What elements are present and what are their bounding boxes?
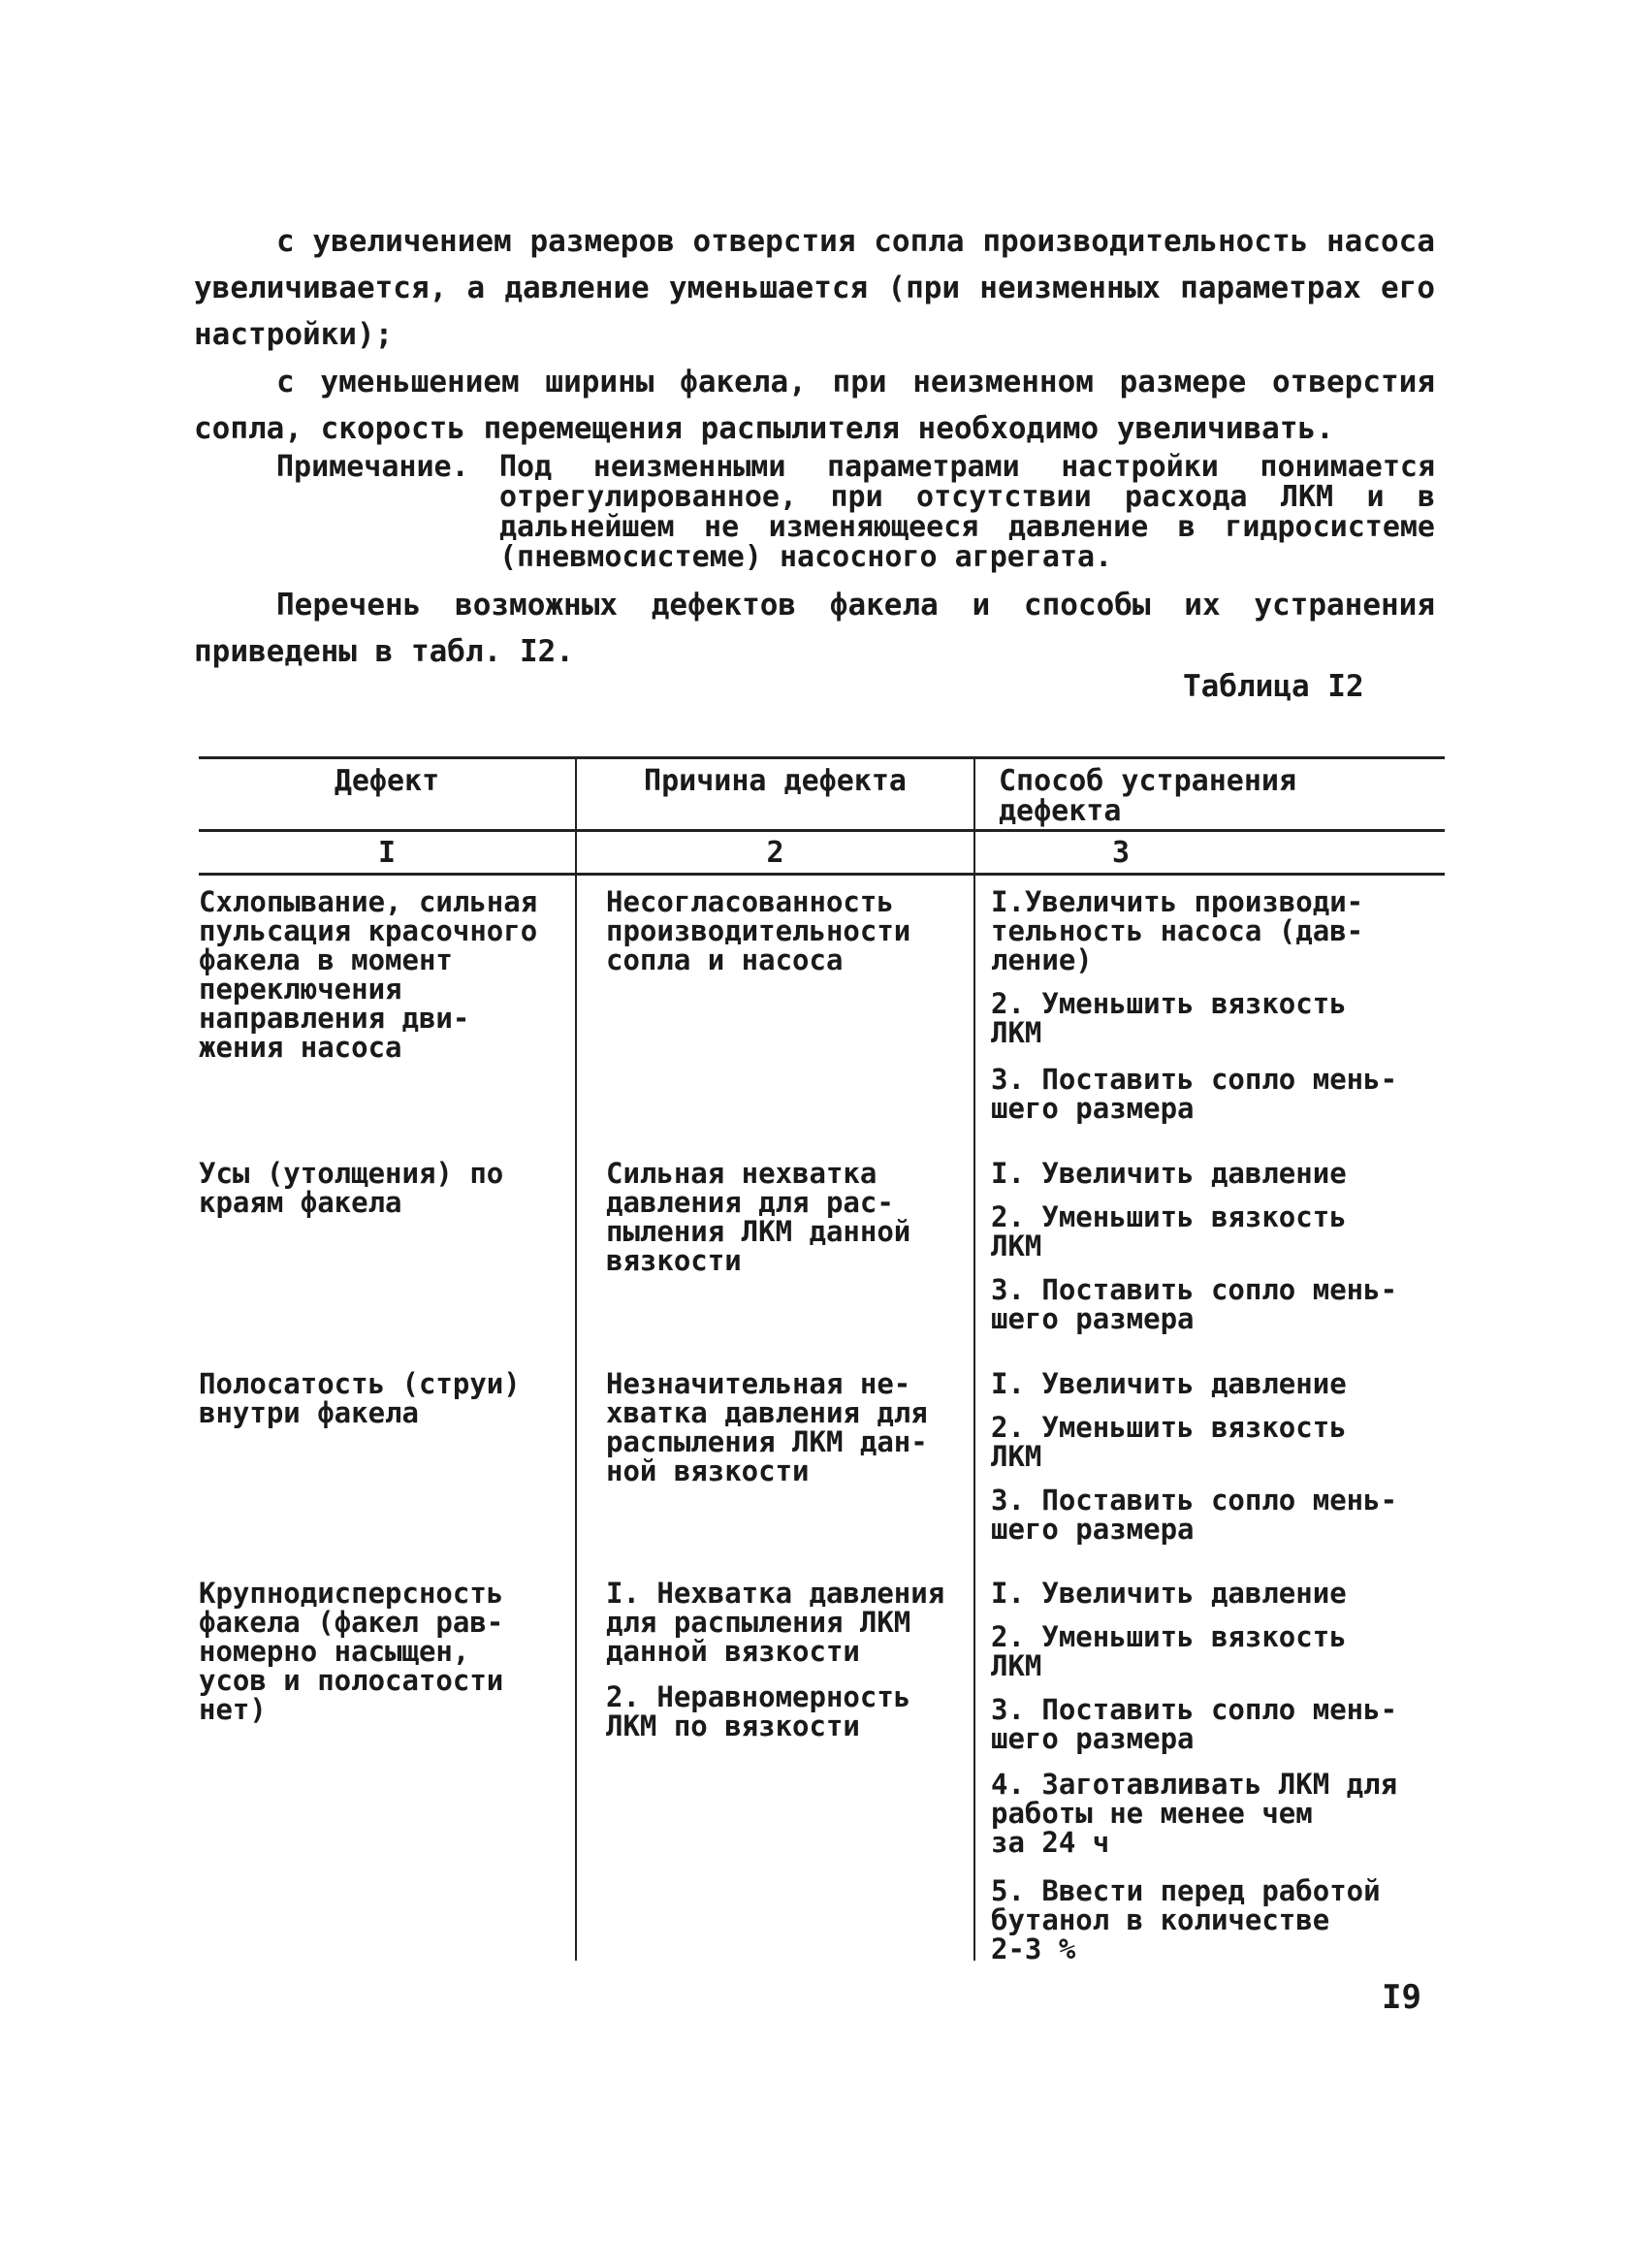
row2-remedy-2: 2. Уменьшить вязкость ЛКМ — [991, 1200, 1347, 1262]
row4-remedy-2: 2. Уменьшить вязкость ЛКМ — [991, 1620, 1347, 1682]
col-number-2: 2 — [766, 836, 784, 870]
row1-defect: Схлопывание, сильная пульсация красочного факела в момент переключения направления дви- жения насоса — [199, 885, 538, 1064]
paragraph-fan-width: с уменьшением ширины факела, при неизменном размере отверстия сопла, скорость перемещения распылителя необходимо увеличивать. — [194, 365, 1435, 446]
row3-cause: Незначительная не- хватка давления для распыления ЛКМ дан- ной вязкости — [606, 1367, 928, 1487]
row2-remedy-1: I. Увеличить давление — [991, 1157, 1347, 1190]
row1-cause: Несогласованность производительности сопла и насоса — [606, 885, 911, 976]
row4-remedy-5: 5. Ввести перед работой бутанол в количестве 2-3 % — [991, 1874, 1381, 1965]
row2-defect: Усы (утолщения) по краям факела — [199, 1157, 504, 1219]
row4-cause-1: I. Нехватка давления для распыления ЛКМ данной вязкости — [606, 1577, 945, 1668]
row4-cause-2: 2. Неравномерность ЛКМ по вязкости — [606, 1680, 911, 1742]
page-number: I9 — [1382, 1978, 1421, 2017]
note-text: Под неизменными параметрами настройки понимается отрегулированное, при отсутствии расхода ЛКМ и в дальнейшем не изменяющееся давление в гидросистеме (пневмосистеме) насосного агрегата. — [499, 450, 1435, 574]
note-label: Примечание. — [276, 450, 469, 484]
row4-defect: Крупнодисперсность факела (факел рав- номерно насыщен, усов и полосатости нет) — [199, 1577, 504, 1726]
row1-remedy-3: 3. Поставить сопло мень- шего размера — [991, 1063, 1398, 1125]
row3-defect: Полосатость (струи) внутри факела — [199, 1367, 521, 1429]
row1-remedy-2: 2. Уменьшить вязкость ЛКМ — [991, 987, 1347, 1049]
table-col-divider-1 — [575, 756, 577, 1961]
row4-remedy-1: I. Увеличить давление — [991, 1577, 1347, 1610]
table-numbers-rule — [199, 873, 1445, 876]
row1-remedy-1: I.Увеличить производи- тельность насоса (дав- ление) — [991, 885, 1364, 976]
row2-cause: Сильная нехватка давления для рас- пыления ЛКМ данной вязкости — [606, 1157, 911, 1277]
table-header-rule — [199, 829, 1445, 832]
row3-remedy-2: 2. Уменьшить вязкость ЛКМ — [991, 1411, 1347, 1473]
col-number-1: I — [377, 836, 397, 870]
paragraph-nozzle-size: с увеличением размеров отверстия сопла производительность насоса увеличивается, а давление уменьшается (при неизменных параметрах его настройки); — [194, 224, 1435, 352]
table-caption: Таблица I2 — [1183, 669, 1364, 704]
header-remedy: Способ устранения дефекта — [999, 764, 1297, 828]
row4-remedy-4: 4. Заготавливать ЛКМ для работы не менее чем за 24 ч — [991, 1768, 1398, 1859]
row3-remedy-1: I. Увеличить давление — [991, 1367, 1347, 1400]
header-cause: Причина дефекта — [644, 764, 907, 798]
row4-remedy-3: 3. Поставить сопло мень- шего размера — [991, 1693, 1398, 1755]
paragraph-table-intro: Перечень возможных дефектов факела и способы их устранения приведены в табл. I2. — [194, 588, 1435, 669]
table-col-divider-2 — [973, 756, 975, 1961]
row2-remedy-3: 3. Поставить сопло мень- шего размера — [991, 1273, 1398, 1335]
col-number-3: 3 — [1111, 836, 1131, 870]
header-defect: Дефект — [334, 764, 440, 798]
row3-remedy-3: 3. Поставить сопло мень- шего размера — [991, 1484, 1398, 1546]
table-top-rule — [199, 756, 1445, 759]
